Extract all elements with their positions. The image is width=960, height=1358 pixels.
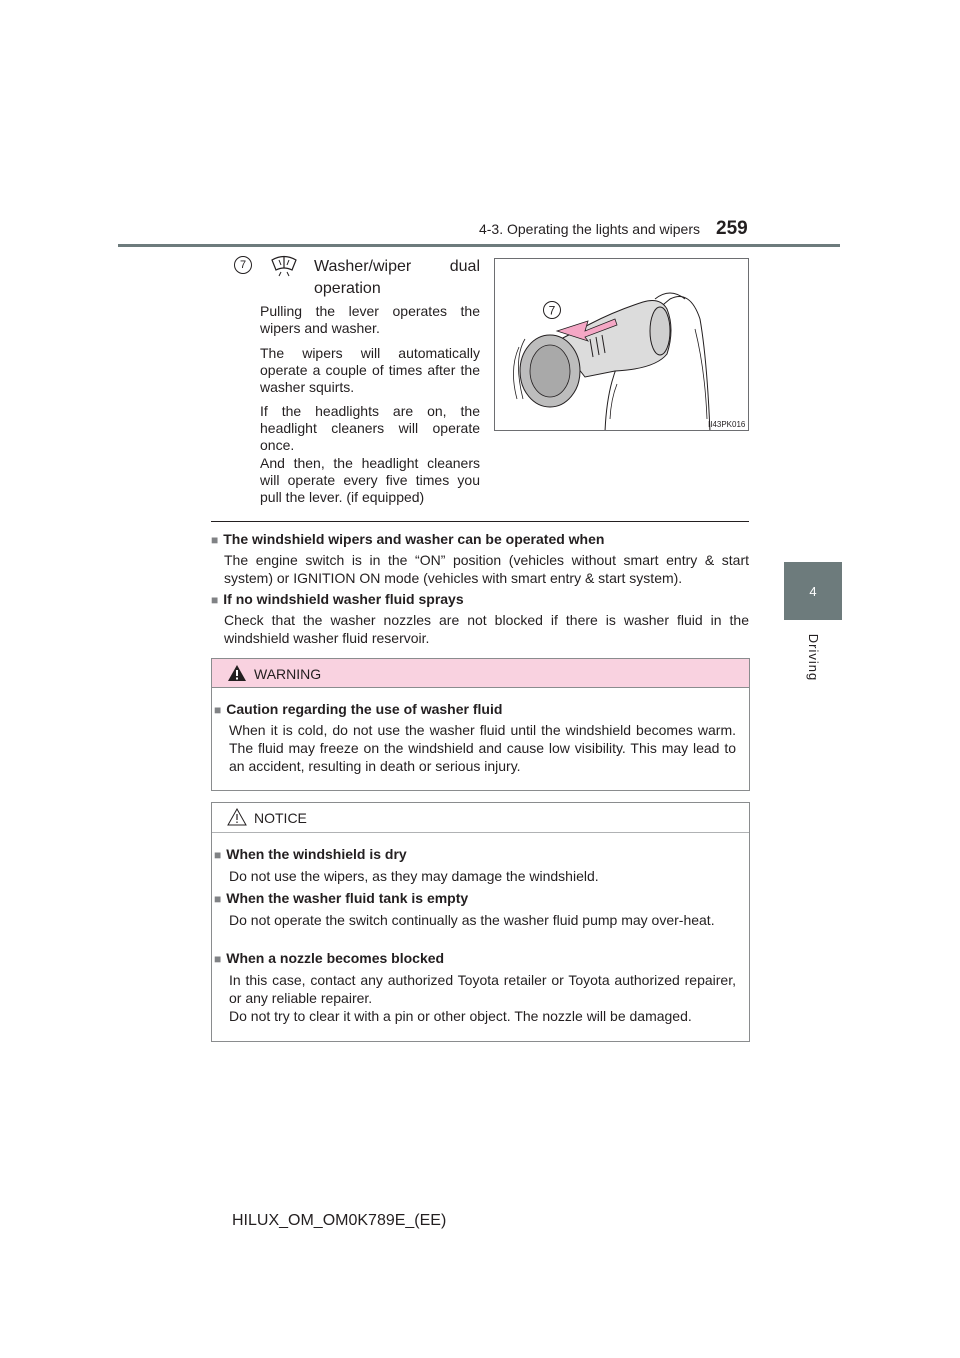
notice-item-3: [212, 949, 736, 1025]
note-1: [211, 530, 749, 587]
notice-item-2: [212, 889, 736, 929]
warning-heading: Caution regarding the use of washer fluid: [226, 701, 503, 717]
notice-item-1: [212, 845, 736, 885]
notice-item-1-heading-row: [212, 845, 736, 864]
warning-header: [212, 659, 749, 688]
chapter-label: Driving: [806, 633, 822, 682]
item-paragraph-2: The wipers will automatically operate a couple of times after the washer squirts.: [260, 345, 480, 395]
item-paragraph-3: If the headlights are on, the headlight cleaners will operate once.: [260, 403, 480, 453]
notice-header: [212, 803, 749, 833]
header-rule: [118, 244, 840, 247]
notice-item-3-text-2: Do not try to clear it with a pin or other object. The nozzle will be damaged.: [229, 1008, 692, 1024]
page-number: 259: [716, 218, 748, 239]
note-2-heading-row: [211, 590, 749, 609]
figure-marker: 7: [548, 303, 556, 318]
notice-item-3-text: In this case, contact any authorized Toyota retailer or Toyota authorized repairer, or any reliable repairer.: [229, 972, 736, 1006]
section-title: 4-3. Operating the lights and wipers: [478, 221, 700, 237]
notice-label: NOTICE: [254, 810, 307, 826]
lever-illustration: [494, 258, 749, 431]
item-title: [314, 256, 480, 300]
square-bullet-icon: ■: [211, 533, 219, 547]
warning-triangle-icon: [227, 664, 247, 682]
caution-triangle-icon: [227, 808, 247, 826]
item-paragraph-4: And then, the headlight cleaners will operate every five times you pull the lever. (if equipped): [260, 455, 480, 505]
notice-item-1-text: Do not use the wipers, as they may damage the windshield.: [229, 868, 599, 884]
notice-item-3-heading-row: [212, 949, 736, 968]
warning-box: [211, 658, 750, 791]
notice-item-1-heading: When the windshield is dry: [226, 846, 407, 862]
figure-code: II43PK016: [708, 420, 746, 429]
square-bullet-icon: ■: [214, 848, 222, 862]
chapter-tab: [784, 562, 842, 620]
notice-item-2-heading-row: [212, 889, 736, 908]
note-2-heading: If no windshield washer fluid sprays: [223, 591, 464, 607]
warning-text: When it is cold, do not use the washer fluid until the windshield becomes warm. The fluid may freeze on the windshield and cause low visibility. This may lead to an accident, resulting in death or serious injury.: [229, 722, 736, 774]
item-marker: 7: [234, 256, 252, 274]
warning-heading-row: [212, 700, 736, 719]
document-id: HILUX_OM_OM0K789E_(EE): [232, 1212, 447, 1229]
square-bullet-icon: ■: [214, 703, 222, 717]
chapter-label-wrap: [800, 630, 826, 690]
item-title-word2: dual: [449, 258, 480, 275]
notice-item-2-heading: When the washer fluid tank is empty: [226, 890, 469, 906]
note-2: [211, 590, 749, 647]
chapter-number: 4: [809, 583, 817, 599]
warning-label: WARNING: [254, 666, 322, 682]
item-title-word1: Washer/wiper: [314, 258, 412, 275]
warning-content: [212, 700, 736, 775]
note-2-text: Check that the washer nozzles are not blocked if there is washer fluid in the windshield washer fluid reservoir.: [224, 612, 749, 646]
notice-item-3-heading: When a nozzle becomes blocked: [226, 950, 445, 966]
square-bullet-icon: ■: [214, 952, 222, 966]
item-paragraph-1: Pulling the lever operates the wipers and washer.: [260, 303, 480, 336]
square-bullet-icon: ■: [211, 593, 219, 607]
note-1-text: The engine switch is in the “ON” position (vehicles without smart entry & start system) or IGNITION ON mode (vehicles with smart entry & start system).: [224, 552, 749, 586]
notice-box: [211, 802, 750, 1042]
note-1-heading: The windshield wipers and washer can be operated when: [223, 531, 605, 547]
notice-item-2-text: Do not operate the switch continually as the washer fluid pump may over-heat.: [229, 912, 715, 928]
washer-wiper-icon: [270, 254, 298, 278]
square-bullet-icon: ■: [214, 892, 222, 906]
note-1-heading-row: [211, 530, 749, 549]
separator-rule: [211, 521, 749, 522]
item-title-line2: operation: [314, 280, 381, 297]
